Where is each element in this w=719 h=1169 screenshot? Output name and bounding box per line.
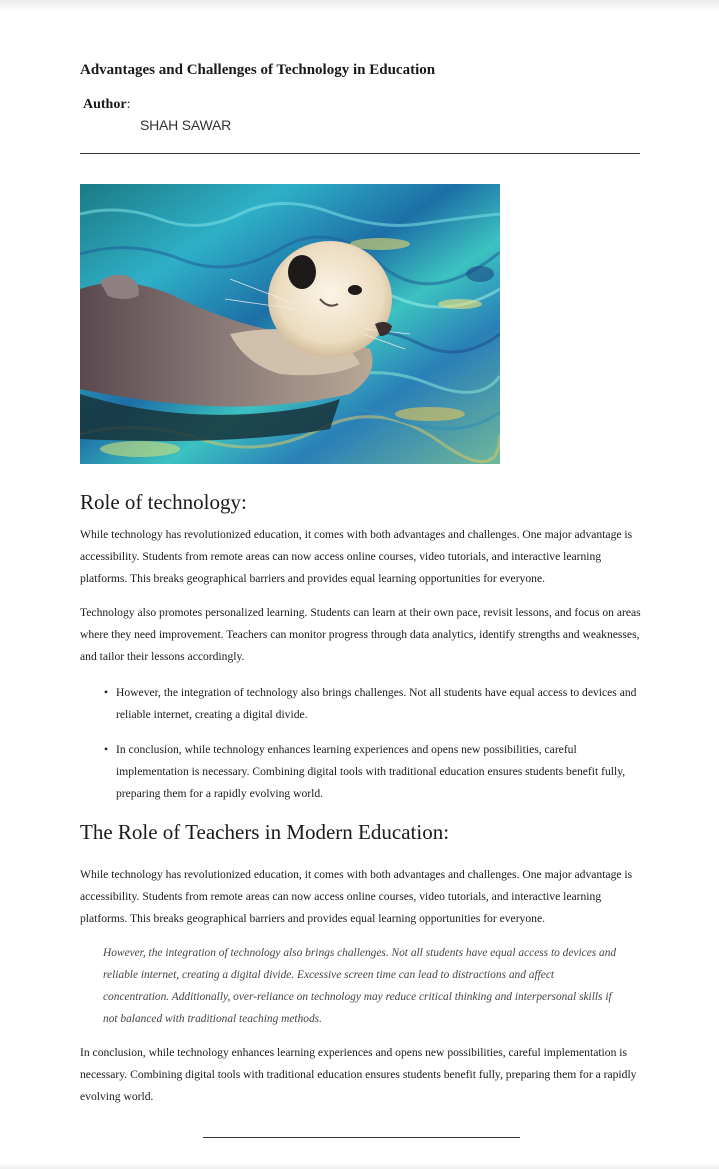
footer-divider xyxy=(203,1137,520,1138)
document-title: Advantages and Challenges of Technology in Education xyxy=(80,62,436,78)
section2-paragraph-2: In conclusion, while technology enhances learning experiences and opens new possibilities, careful implementation is necessary. Combining digital tools with traditional education ensures students benefit fully, preparing them for a rapidly evolving world. xyxy=(80,1046,637,1103)
section2-paragraph-1: While technology has revolutionized education, it comes with both advantages and challenges. One major advantage is accessibility. Students from remote areas can now access online courses, video tutorials, and interactive learning platforms. This breaks geographical barriers and provides equal learning opportunities for everyone. xyxy=(80,868,633,925)
page-bottom-shadow xyxy=(0,1163,719,1169)
bullet-text: However, the integration of technology also brings challenges. Not all students have equal access to devices and reliable internet, creating a digital divide. xyxy=(116,686,637,721)
author-label: Author xyxy=(83,97,127,112)
section-heading-role-of-technology: Role of technology: xyxy=(80,490,247,514)
section1-paragraph-2: Technology also promotes personalized learning. Students can learn at their own pace, revisit lessons, and focus on areas where they need improvement. Teachers can monitor progress through data analytics, identify strengths and weaknesses, and tailor their lessons accordingly. xyxy=(80,606,641,663)
bullet-item xyxy=(104,682,644,726)
sea-otter-photo xyxy=(80,184,500,464)
author-label-line xyxy=(83,97,130,113)
bullet-dot: • xyxy=(104,686,109,699)
section2-block-quote: However, the integration of technology also brings challenges. Not all students have equal access to devices and reliable internet, creating a digital divide. Excessive screen time can lead to distractions and affect concentration. Additionally, over-reliance on technology may reduce critical thinking and interpersonal skills if not balanced with traditional teaching methods. xyxy=(103,947,617,1025)
page-top-shadow xyxy=(0,0,719,12)
section-heading-role-of-teachers: The Role of Teachers in Modern Education: xyxy=(80,820,450,844)
bullet-dot: • xyxy=(104,743,109,756)
author-name: SHAH SAWAR xyxy=(140,117,232,133)
header-divider xyxy=(80,153,640,154)
bullet-item xyxy=(104,739,644,805)
section1-paragraph-1: While technology has revolutionized education, it comes with both advantages and challenges. One major advantage is accessibility. Students from remote areas can now access online courses, video tutorials, and interactive learning platforms. This breaks geographical barriers and provides equal learning opportunities for everyone. xyxy=(80,528,633,585)
bullet-text: In conclusion, while technology enhances learning experiences and opens new possibilities, careful implementation is necessary. Combining digital tools with traditional education ensures students benefit fully, preparing them for a rapidly evolving world. xyxy=(116,743,626,800)
author-colon: : xyxy=(126,97,131,112)
